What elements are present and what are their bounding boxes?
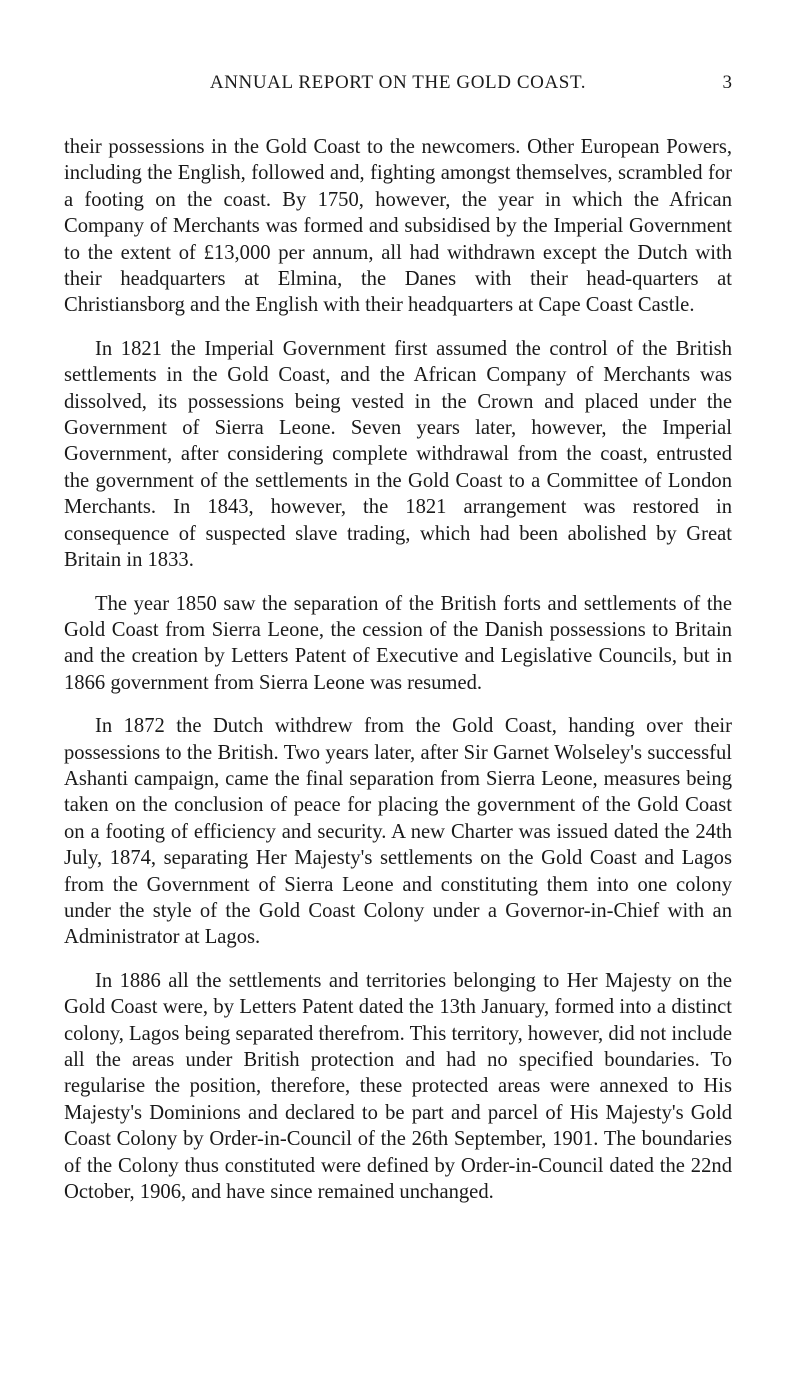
paragraph-1850: The year 1850 saw the separation of the British forts and settlements of the Gold Coast from Sierra Leone, the cession of the Danish possessions to Britain and the creation by Letters Patent of Executive and Legislative Councils, but in 1866 government from Sierra Leone was resumed. <box>64 592 732 694</box>
running-title: ANNUAL REPORT ON THE GOLD COAST. <box>209 72 587 93</box>
page-number: 3 <box>722 72 732 93</box>
body-text <box>64 134 732 1222</box>
paragraph-1886: In 1886 all the settlements and territories belonging to Her Majesty on the Gold Coast were, by Letters Patent dated the 13th January, formed into a distinct colony, Lagos being separated therefrom. This territory, however, did not include all the areas under British protection and had no specified boundaries. To regularise the position, therefore, these protected areas were annexed to His Majesty's Dominions and declared to be part and parcel of His Majesty's Gold Coast Colony by Order-in-Council of the 26th September, 1901. The boundaries of the Colony thus constituted were defined by Order-in-Council dated the 22nd October, 1906, and have since remained unchanged. <box>64 969 732 1204</box>
running-head <box>64 72 732 102</box>
paragraph-1872: In 1872 the Dutch withdrew from the Gold Coast, handing over their possessions to the British. Two years later, after Sir Garnet Wolseley's successful Ashanti campaign, came the final separation from Sierra Leone, measures being taken on the conclusion of peace for placing the government of the Gold Coast on a footing of efficiency and security. A new Charter was issued dated the 24th July, 1874, separating Her Majesty's settlements on the Gold Coast and Lagos from the Government of Sierra Leone and constituting them into one colony under the style of the Gold Coast Colony under a Governor-in-Chief with an Administrator at Lagos. <box>64 715 732 949</box>
paragraph-continuation: their possessions in the Gold Coast to the newcomers. Other European Powers, including the English, followed and, fighting amongst themselves, scrambled for a footing on the coast. By 1750, however, the year in which the African Company of Merchants was formed and subsidised by the Imperial Government to the extent of £13,000 per annum, all had withdrawn except the Dutch with their headquarters at Elmina, the Danes with their head-quarters at Christiansborg and the English with their headquarters at Cape Coast Castle. <box>64 136 732 317</box>
paragraph-1821: In 1821 the Imperial Government first assumed the control of the British settlements in the Gold Coast, and the African Company of Merchants was dissolved, its possessions being vested in the Crown and placed under the Government of Sierra Leone. Seven years later, however, the Imperial Government, after considering complete withdrawal from the coast, entrusted the government of the settlements in the Gold Coast to a Committee of London Merchants. In 1843, however, the 1821 arrangement was restored in consequence of suspected slave trading, which had been abolished by Great Britain in 1833. <box>64 337 732 572</box>
